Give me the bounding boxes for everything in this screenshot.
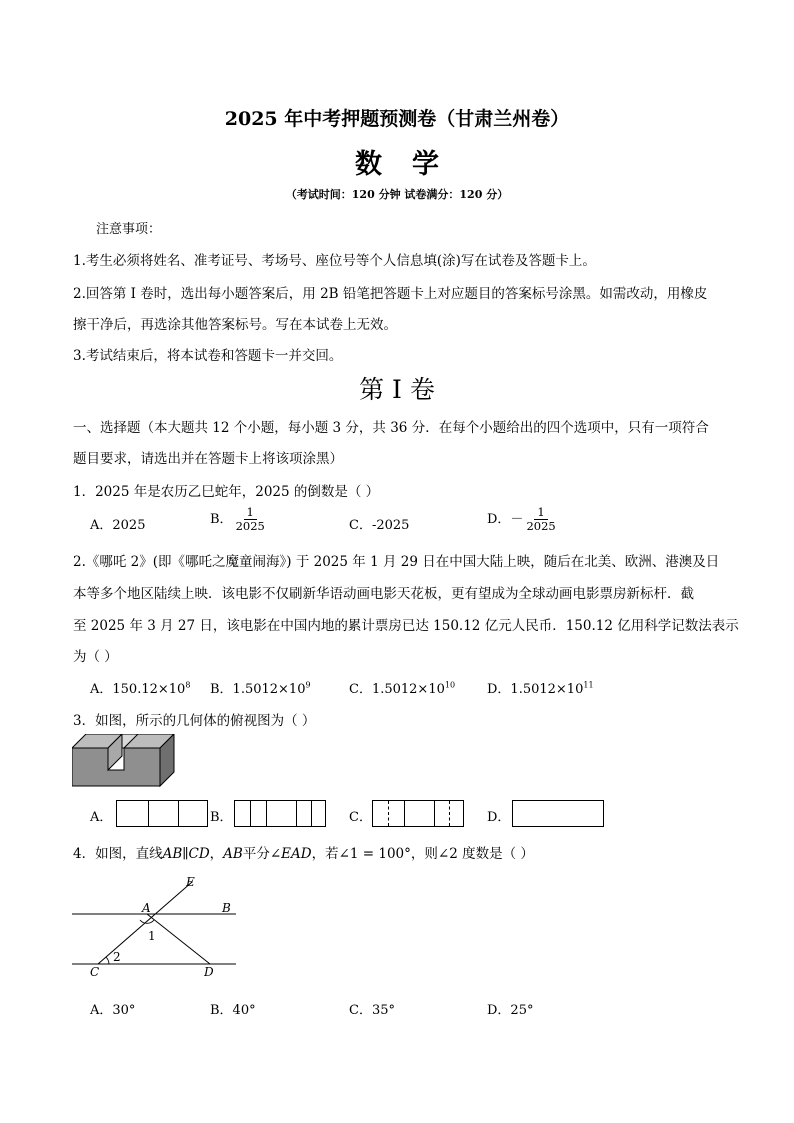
- q2-option-d[interactable]: [487, 678, 594, 697]
- q4-ab: AB: [223, 846, 243, 862]
- q2-option-a[interactable]: [90, 678, 190, 697]
- q4-stem-pre: 4．如图，直线: [73, 846, 163, 862]
- q4-stem-mid2: 平分: [242, 846, 270, 862]
- q1-d-numerator: 1: [534, 506, 547, 520]
- label-e: E: [186, 875, 195, 889]
- q2-stem-line4: 为（ ）: [73, 649, 118, 665]
- q3-option-d-figure[interactable]: [512, 800, 604, 827]
- q1-option-c[interactable]: C．-2025: [349, 518, 410, 533]
- q4-ab-parallel-cd: AB∥CD: [162, 846, 210, 862]
- label-angle-2: 2: [113, 950, 121, 964]
- q4-stem-mid3: ，若: [311, 846, 339, 862]
- q1-option-a[interactable]: A．2025: [90, 518, 146, 533]
- q4-geometry-figure: [68, 870, 248, 982]
- q3-option-a-figure[interactable]: [116, 800, 208, 827]
- q3-option-d-label[interactable]: D．: [487, 810, 511, 825]
- q2-stem-line1: 2.《哪吒 2》(即《哪吒之魔童闹海》) 于 2025 年 1 月 29 日在中国大陆上映，随后在北美、欧洲、港澳及日: [73, 554, 720, 570]
- exam-title: 2025 年中考押题预测卷（甘肃兰州卷）: [224, 108, 570, 130]
- exam-info: （考试时间：120 分钟 试卷满分：120 分）: [285, 188, 509, 201]
- q2-option-b[interactable]: [210, 678, 311, 697]
- q3-option-c-label[interactable]: C．: [349, 810, 372, 825]
- q2-a-exp: 8: [185, 680, 191, 690]
- notice-item-2: 2.回答第 I 卷时，选出每小题答案后，用 2B 铅笔把答题卡上对应题目的答案标号涂黑。如需改动，用橡皮: [73, 286, 708, 302]
- part-title: 第 I 卷: [359, 375, 435, 404]
- label-d: D: [204, 965, 214, 979]
- q1-b-denominator: 2025: [235, 519, 265, 533]
- label-a: A: [142, 901, 151, 915]
- q1-stem: 1．2025 年是农历乙巳蛇年，2025 的倒数是（ ）: [73, 484, 380, 500]
- q4-angle-ead: ∠EAD: [269, 846, 312, 862]
- notice-heading: 注意事项：: [96, 222, 162, 237]
- q2-d-text: D．1.5012×10: [487, 682, 584, 697]
- q3-option-b-label[interactable]: B．: [210, 810, 233, 825]
- q2-c-exp: 10: [444, 680, 456, 690]
- q2-b-text: B．1.5012×10: [210, 682, 306, 697]
- q4-option-c[interactable]: C．35°: [349, 1003, 395, 1018]
- q2-c-text: C．1.5012×10: [349, 682, 445, 697]
- q3-option-b-figure[interactable]: [234, 800, 326, 827]
- q4-stem-post: ，则∠2 度数是（ ）: [410, 846, 534, 862]
- q1-d-denominator: 2025: [526, 519, 556, 533]
- q4-stem-mid: ，: [209, 846, 224, 862]
- angle2-arc: [106, 957, 109, 964]
- q1-option-b[interactable]: [210, 506, 268, 533]
- q1-option-b-fraction: [233, 506, 268, 533]
- q2-b-exp: 9: [305, 680, 311, 690]
- q3-stem: 3．如图，所示的几何体的俯视图为（ ）: [73, 713, 316, 729]
- q2-stem-line3: 至 2025 年 3 月 27 日，该电影在中国内地的累计票房已达 150.12 亿元人民币．150.12 亿用科学记数法表示: [73, 618, 739, 634]
- label-b: B: [222, 901, 231, 915]
- section-heading-line2: 题目要求，请选出并在答题卡上将该项涂黑）: [73, 451, 343, 467]
- section-heading-line1: 一、选择题（本大题共 12 个小题，每小题 3 分，共 36 分．在每个小题给出的四个选项中，只有一项符合: [73, 420, 709, 436]
- q1-option-d-label: D．－: [487, 512, 524, 527]
- q4-option-d[interactable]: D．25°: [487, 1003, 534, 1018]
- q1-option-d-fraction: [523, 506, 558, 533]
- line-ad: [147, 914, 210, 964]
- q3-option-c-figure[interactable]: [372, 800, 464, 827]
- q2-stem-line2: 本等多个地区陆续上映．该电影不仅刷新华语动画电影天花板，更有望成为全球动画电影票房新标杆．截: [73, 586, 694, 602]
- q1-option-b-label: B．: [210, 512, 233, 527]
- q3-solid-figure: [72, 734, 176, 788]
- notice-item-1: 1.考生必须将姓名、准考证号、考场号、座位号等个人信息填(涂)写在试卷及答题卡上。: [73, 253, 596, 269]
- q4-angle1: ∠1 = 100°: [338, 846, 411, 862]
- q1-b-numerator: 1: [244, 506, 257, 520]
- q4-stem: [73, 842, 534, 862]
- q4-option-a[interactable]: A．30°: [90, 1003, 136, 1018]
- q2-d-exp: 11: [583, 680, 594, 690]
- notice-item-3: 3.考试结束后，将本试卷和答题卡一并交回。: [73, 348, 343, 364]
- q2-option-c[interactable]: [349, 678, 455, 697]
- q3-option-a-label[interactable]: A．: [90, 810, 113, 825]
- q2-a-text: A．150.12×10: [90, 682, 186, 697]
- subject-title: 数学: [355, 149, 469, 180]
- label-c: C: [90, 965, 100, 979]
- q4-option-b[interactable]: B．40°: [210, 1003, 256, 1018]
- notice-item-2-cont: 擦干净后，再选涂其他答案标号。写在本试卷上无效。: [73, 317, 397, 333]
- q1-option-d[interactable]: [487, 506, 559, 533]
- label-angle-1: 1: [148, 929, 156, 943]
